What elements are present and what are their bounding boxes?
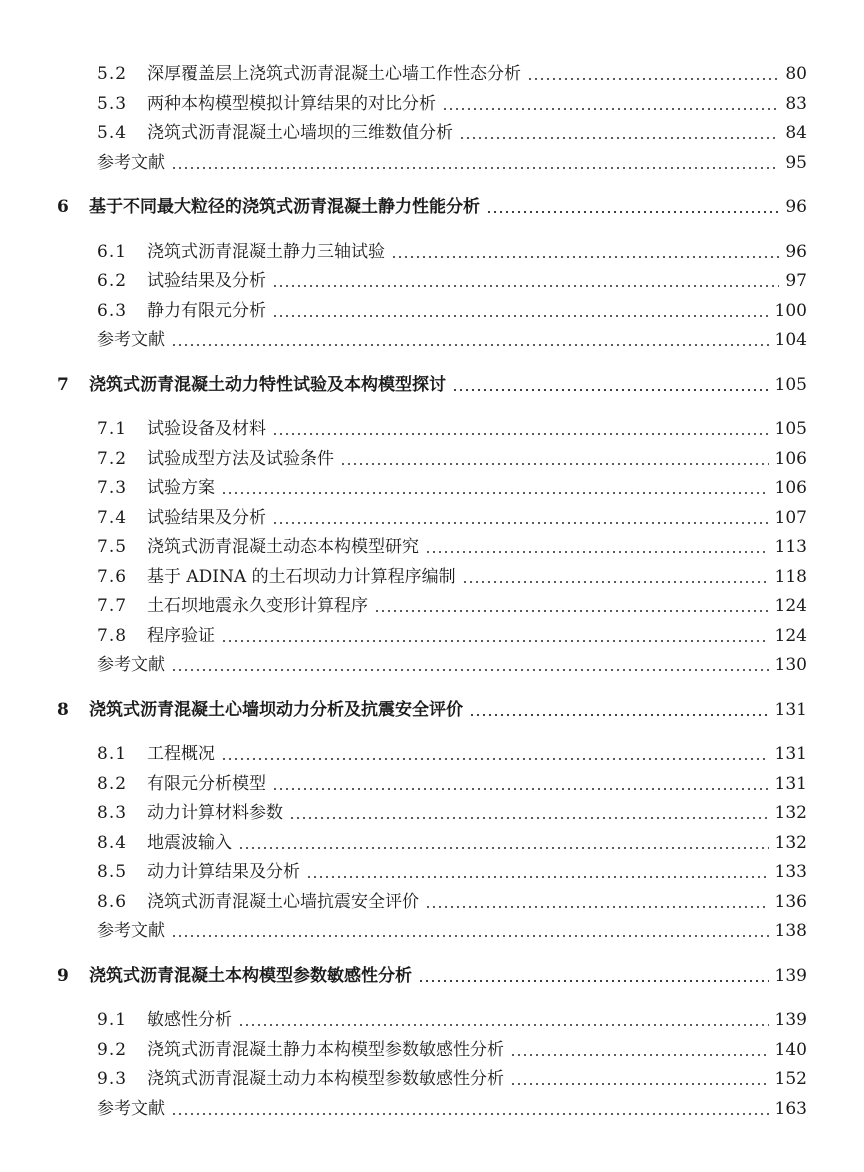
toc-entry-page-number: 130 xyxy=(774,655,807,675)
toc-entry-number: 6 xyxy=(57,197,69,217)
toc-entry-title: 地震波输入 xyxy=(147,833,232,853)
toc-entry-page-number: 96 xyxy=(785,242,807,262)
toc-entry-number: 8.5 xyxy=(97,862,128,882)
toc-entry-page-number: 107 xyxy=(774,508,807,528)
toc-entry-title: 浇筑式沥青混凝土动力特性试验及本构模型探讨 xyxy=(89,375,446,395)
toc-entry-number: 9.3 xyxy=(97,1069,128,1089)
toc-entry-title: 试验方案 xyxy=(147,478,215,498)
toc-entry-page-number: 106 xyxy=(774,449,807,469)
toc-entry-page-number: 95 xyxy=(785,153,807,173)
toc-section-entry[interactable] xyxy=(97,888,807,916)
toc-entry-title: 基于 ADINA 的土石坝动力计算程序编制 xyxy=(147,567,456,587)
toc-entry-title: 浇筑式沥青混凝土心墙坝的三维数值分析 xyxy=(147,123,453,143)
toc-entry-page-number: 104 xyxy=(774,330,807,350)
dot-leader xyxy=(462,581,769,583)
dot-leader xyxy=(452,389,769,391)
dot-leader xyxy=(510,1083,769,1085)
toc-entry-title: 试验结果及分析 xyxy=(147,508,266,528)
toc-entry-number: 8.3 xyxy=(97,803,128,823)
toc-entry-title: 程序验证 xyxy=(147,626,215,646)
dot-leader xyxy=(171,344,769,346)
toc-entry-number: 8.4 xyxy=(97,833,128,853)
dot-leader xyxy=(171,1113,769,1115)
toc-entry-title: 浇筑式沥青混凝土心墙抗震安全评价 xyxy=(147,892,419,912)
dot-leader xyxy=(171,167,779,169)
dot-leader xyxy=(374,610,769,612)
toc-entry-title: 有限元分析模型 xyxy=(147,774,266,794)
toc-section-entry[interactable] xyxy=(97,1036,807,1064)
toc-entry-number: 9 xyxy=(57,966,69,986)
dot-leader xyxy=(221,758,769,760)
dot-leader xyxy=(486,211,779,213)
toc-entry-page-number: 80 xyxy=(785,64,807,84)
toc-entry-page-number: 113 xyxy=(774,537,807,557)
dot-leader xyxy=(272,522,769,524)
toc-entry-number: 7.7 xyxy=(97,596,128,616)
toc-entry-title: 动力计算材料参数 xyxy=(147,803,283,823)
dot-leader xyxy=(527,78,779,80)
toc-entry-number: 8 xyxy=(57,700,69,720)
dot-leader xyxy=(459,137,779,139)
toc-entry-number: 8.6 xyxy=(97,892,128,912)
toc-entry-title: 深厚覆盖层上浇筑式沥青混凝土心墙工作性态分析 xyxy=(147,64,521,84)
toc-entry-page-number: 136 xyxy=(774,892,807,912)
dot-leader xyxy=(425,551,769,553)
toc-entry-page-number: 152 xyxy=(774,1069,807,1089)
toc-entry-title: 参考文献 xyxy=(97,330,165,350)
toc-entry-page-number: 163 xyxy=(774,1099,807,1119)
toc-references-entry[interactable] xyxy=(97,1095,807,1123)
toc-entry-page-number: 124 xyxy=(774,626,807,646)
toc-entry-title: 浇筑式沥青混凝土本构模型参数敏感性分析 xyxy=(89,966,412,986)
toc-entry-title: 参考文献 xyxy=(97,655,165,675)
dot-leader xyxy=(425,906,769,908)
toc-entry-page-number: 132 xyxy=(774,803,807,823)
dot-leader xyxy=(340,463,769,465)
toc-entry-title: 试验结果及分析 xyxy=(147,271,266,291)
dot-leader xyxy=(469,714,769,716)
toc-entry-title: 两种本构模型模拟计算结果的对比分析 xyxy=(147,94,436,114)
toc-entry-number: 7.5 xyxy=(97,537,128,557)
toc-section-entry[interactable] xyxy=(97,445,807,473)
toc-entry-page-number: 84 xyxy=(785,123,807,143)
toc-entry-page-number: 96 xyxy=(785,197,807,217)
toc-chapter-entry[interactable] xyxy=(57,193,807,221)
toc-entry-number: 6.2 xyxy=(97,271,128,291)
toc-references-entry[interactable] xyxy=(97,326,807,354)
toc-section-entry[interactable] xyxy=(97,297,807,325)
toc-section-entry[interactable] xyxy=(97,770,807,798)
toc-entry-title: 工程概况 xyxy=(147,744,215,764)
toc-entry-page-number: 139 xyxy=(774,1010,807,1030)
toc-entry-page-number: 83 xyxy=(785,94,807,114)
toc-entry-page-number: 124 xyxy=(774,596,807,616)
toc-entry-title: 基于不同最大粒径的浇筑式沥青混凝土静力性能分析 xyxy=(89,197,480,217)
toc-section-entry[interactable] xyxy=(97,1065,807,1093)
toc-entry-title: 浇筑式沥青混凝土动态本构模型研究 xyxy=(147,537,419,557)
toc-entry-title: 敏感性分析 xyxy=(147,1010,232,1030)
dot-leader xyxy=(442,108,779,110)
dot-leader xyxy=(418,980,769,982)
toc-entry-number: 7.8 xyxy=(97,626,128,646)
toc-section-entry[interactable] xyxy=(97,622,807,650)
toc-section-entry[interactable] xyxy=(97,563,807,591)
toc-entry-page-number: 97 xyxy=(785,271,807,291)
dot-leader xyxy=(272,788,769,790)
dot-leader xyxy=(272,433,769,435)
dot-leader xyxy=(171,669,769,671)
toc-entry-number: 7.6 xyxy=(97,567,128,587)
toc-references-entry[interactable] xyxy=(97,651,807,679)
toc-entry-number: 8.2 xyxy=(97,774,128,794)
toc-entry-page-number: 105 xyxy=(774,375,807,395)
toc-entry-page-number: 138 xyxy=(774,921,807,941)
toc-section-entry[interactable] xyxy=(97,267,807,295)
toc-entry-page-number: 132 xyxy=(774,833,807,853)
dot-leader xyxy=(171,935,769,937)
toc-chapter-entry[interactable] xyxy=(57,371,807,399)
toc-entry-title: 参考文献 xyxy=(97,921,165,941)
dot-leader xyxy=(391,256,779,258)
toc-entry-page-number: 100 xyxy=(774,301,807,321)
dot-leader xyxy=(272,285,779,287)
toc-references-entry[interactable] xyxy=(97,149,807,177)
toc-entry-title: 动力计算结果及分析 xyxy=(147,862,300,882)
dot-leader xyxy=(289,817,769,819)
toc-entry-title: 浇筑式沥青混凝土心墙坝动力分析及抗震安全评价 xyxy=(89,700,463,720)
toc-entry-number: 7.4 xyxy=(97,508,128,528)
toc-entry-page-number: 131 xyxy=(774,774,807,794)
toc-entry-page-number: 106 xyxy=(774,478,807,498)
toc-section-entry[interactable] xyxy=(97,799,807,827)
toc-entry-number: 8.1 xyxy=(97,744,128,764)
toc-section-entry[interactable] xyxy=(97,238,807,266)
toc-entry-number: 7.3 xyxy=(97,478,128,498)
toc-entry-number: 7 xyxy=(57,375,69,395)
toc-entry-number: 6.3 xyxy=(97,301,128,321)
toc-entry-number: 5.2 xyxy=(97,64,128,84)
dot-leader xyxy=(272,315,769,317)
toc-section-entry[interactable] xyxy=(97,829,807,857)
toc-entry-number: 9.1 xyxy=(97,1010,128,1030)
toc-entry-number: 5.4 xyxy=(97,123,128,143)
dot-leader xyxy=(510,1054,769,1056)
toc-section-entry[interactable] xyxy=(97,119,807,147)
toc-section-entry[interactable] xyxy=(97,533,807,561)
toc-entry-number: 6.1 xyxy=(97,242,128,262)
toc-section-entry[interactable] xyxy=(97,858,807,886)
toc-entry-title: 浇筑式沥青混凝土静力三轴试验 xyxy=(147,242,385,262)
toc-section-entry[interactable] xyxy=(97,90,807,118)
toc-entry-number: 7.2 xyxy=(97,449,128,469)
toc-entry-page-number: 140 xyxy=(774,1040,807,1060)
toc-entry-number: 5.3 xyxy=(97,94,128,114)
dot-leader xyxy=(221,492,769,494)
toc-entry-page-number: 133 xyxy=(774,862,807,882)
toc-entry-page-number: 139 xyxy=(774,966,807,986)
dot-leader xyxy=(306,876,769,878)
toc-references-entry[interactable] xyxy=(97,917,807,945)
toc-entry-title: 试验设备及材料 xyxy=(147,419,266,439)
toc-section-entry[interactable] xyxy=(97,1006,807,1034)
toc-section-entry[interactable] xyxy=(97,474,807,502)
toc-entry-page-number: 131 xyxy=(774,700,807,720)
toc-entry-page-number: 118 xyxy=(774,567,807,587)
dot-leader xyxy=(221,640,769,642)
toc-entry-title: 参考文献 xyxy=(97,1099,165,1119)
toc-section-entry[interactable] xyxy=(97,740,807,768)
toc-entry-page-number: 105 xyxy=(774,419,807,439)
toc-entry-title: 浇筑式沥青混凝土动力本构模型参数敏感性分析 xyxy=(147,1069,504,1089)
toc-section-entry[interactable] xyxy=(97,504,807,532)
toc-entry-title: 浇筑式沥青混凝土静力本构模型参数敏感性分析 xyxy=(147,1040,504,1060)
toc-chapter-entry[interactable] xyxy=(57,696,807,724)
dot-leader xyxy=(238,847,769,849)
toc-chapter-entry[interactable] xyxy=(57,962,807,990)
toc-entry-title: 试验成型方法及试验条件 xyxy=(147,449,334,469)
toc-entry-title: 土石坝地震永久变形计算程序 xyxy=(147,596,368,616)
dot-leader xyxy=(238,1024,769,1026)
toc-section-entry[interactable] xyxy=(97,592,807,620)
toc-entry-page-number: 131 xyxy=(774,744,807,764)
toc-entry-title: 参考文献 xyxy=(97,153,165,173)
toc-entry-title: 静力有限元分析 xyxy=(147,301,266,321)
toc-section-entry[interactable] xyxy=(97,60,807,88)
toc-entry-number: 9.2 xyxy=(97,1040,128,1060)
toc-entry-number: 7.1 xyxy=(97,419,128,439)
toc-section-entry[interactable] xyxy=(97,415,807,443)
